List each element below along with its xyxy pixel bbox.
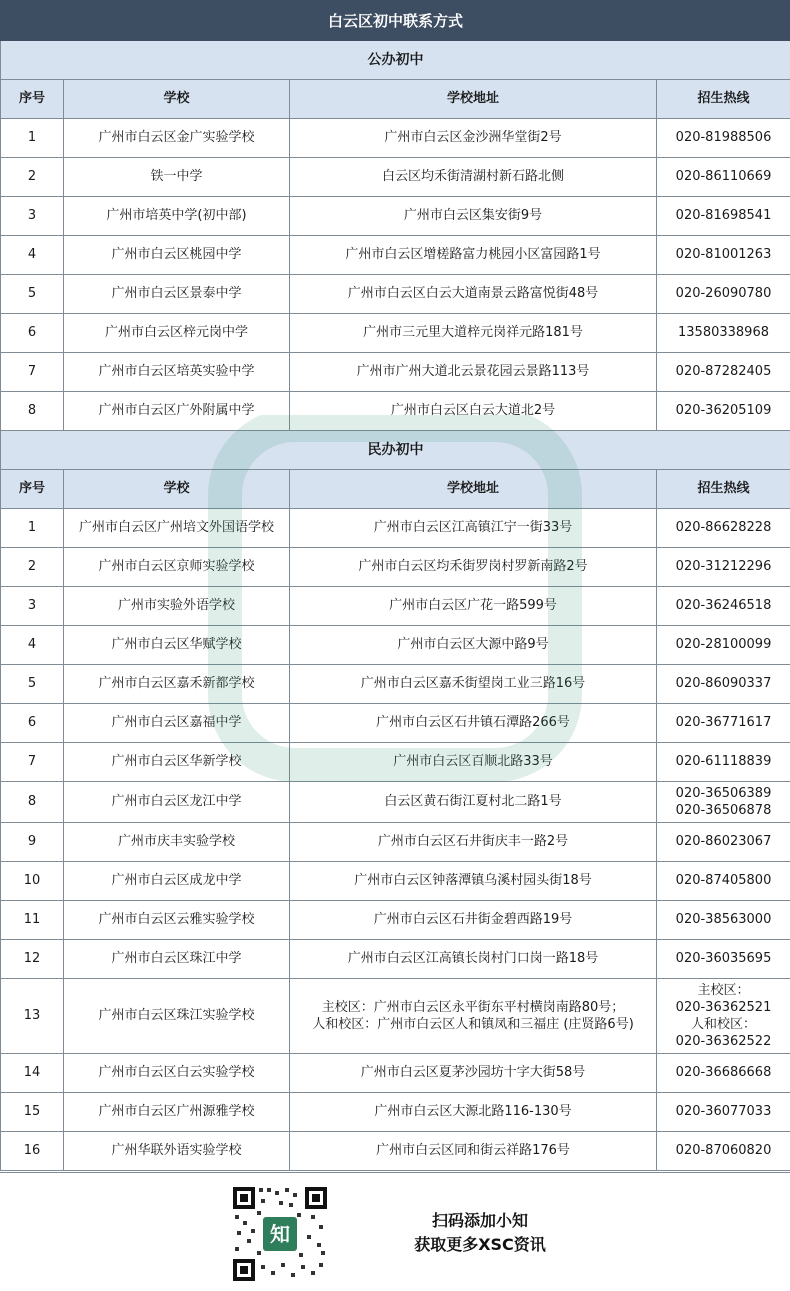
table-row [1, 743, 790, 782]
table-row [1, 158, 790, 197]
section-title: 公办初中 [1, 41, 790, 80]
cell-address: 广州市白云区同和街云祥路176号 [290, 1132, 657, 1171]
table-row [1, 1093, 790, 1132]
cell-hotline: 020-61118839 [657, 743, 790, 782]
cell-index: 4 [1, 236, 64, 275]
cell-school: 广州市白云区广州培文外国语学校 [64, 509, 290, 548]
cell-hotline: 020-38563000 [657, 901, 790, 940]
cell-index: 1 [1, 509, 64, 548]
cell-school: 广州市实验外语学校 [64, 587, 290, 626]
header-hotline: 招生热线 [657, 470, 790, 509]
cell-address: 广州市白云区增槎路富力桃园小区富园路1号 [290, 236, 657, 275]
cell-school: 广州市白云区白云实验学校 [64, 1054, 290, 1093]
header-school: 学校 [64, 470, 290, 509]
cell-address: 广州市白云区均禾街罗岗村罗新南路2号 [290, 548, 657, 587]
table-row [1, 587, 790, 626]
cell-address: 广州市白云区大源中路9号 [290, 626, 657, 665]
table-row [1, 901, 790, 940]
cell-address: 广州市白云区白云大道北2号 [290, 392, 657, 431]
cell-index: 8 [1, 782, 64, 823]
cell-school: 广州市白云区珠江实验学校 [64, 979, 290, 1054]
table-row [1, 862, 790, 901]
cell-hotline: 020-81698541 [657, 197, 790, 236]
cell-school: 广州市白云区广外附属中学 [64, 392, 290, 431]
cell-index: 14 [1, 1054, 64, 1093]
cell-school: 广州市白云区金广实验学校 [64, 119, 290, 158]
cell-address: 白云区黄石街江夏村北二路1号 [290, 782, 657, 823]
header-index: 序号 [1, 80, 64, 119]
cell-school: 广州市白云区华新学校 [64, 743, 290, 782]
cell-hotline: 020-36686668 [657, 1054, 790, 1093]
cell-hotline: 020-81988506 [657, 119, 790, 158]
cell-address: 广州市白云区江高镇长岗村门口岗一路18号 [290, 940, 657, 979]
cell-hotline: 020-86110669 [657, 158, 790, 197]
cell-school: 广州华联外语实验学校 [64, 1132, 290, 1171]
cell-hotline: 020-36506389 020-36506878 [657, 782, 790, 823]
cell-index: 10 [1, 862, 64, 901]
table-row [1, 823, 790, 862]
header-index: 序号 [1, 470, 64, 509]
table-row [1, 548, 790, 587]
table-row [1, 353, 790, 392]
table-row [1, 940, 790, 979]
cell-school: 广州市白云区嘉禾新都学校 [64, 665, 290, 704]
cell-hotline: 020-87405800 [657, 862, 790, 901]
cell-address: 广州市广州大道北云景花园云景路113号 [290, 353, 657, 392]
cell-school: 广州市白云区桃园中学 [64, 236, 290, 275]
cell-school: 广州市白云区景泰中学 [64, 275, 290, 314]
table-header-row [1, 80, 790, 119]
cell-school: 广州市培英中学(初中部) [64, 197, 290, 236]
table-row [1, 197, 790, 236]
cell-address: 广州市三元里大道梓元岗祥元路181号 [290, 314, 657, 353]
table-row [1, 1054, 790, 1093]
footer [0, 1172, 790, 1291]
cell-index: 4 [1, 626, 64, 665]
cell-hotline: 020-31212296 [657, 548, 790, 587]
cell-address: 广州市白云区大源北路116-130号 [290, 1093, 657, 1132]
cell-hotline: 020-81001263 [657, 236, 790, 275]
section-row [1, 41, 790, 80]
cell-hotline: 020-36246518 [657, 587, 790, 626]
cell-address: 白云区均禾街清湖村新石路北侧 [290, 158, 657, 197]
cell-address: 广州市白云区钟落潭镇乌溪村园头街18号 [290, 862, 657, 901]
title-row [1, 1, 790, 41]
cell-index: 2 [1, 548, 64, 587]
cell-school: 广州市白云区华赋学校 [64, 626, 290, 665]
cell-hotline: 020-86023067 [657, 823, 790, 862]
header-hotline: 招生热线 [657, 80, 790, 119]
cell-school: 广州市白云区成龙中学 [64, 862, 290, 901]
cell-address: 广州市白云区夏茅沙园坊十字大街58号 [290, 1054, 657, 1093]
promo-line-2: 获取更多XSC资讯 [360, 1233, 600, 1257]
cell-address: 广州市白云区江高镇江宁一街33号 [290, 509, 657, 548]
cell-index: 15 [1, 1093, 64, 1132]
cell-school: 铁一中学 [64, 158, 290, 197]
cell-hotline: 020-26090780 [657, 275, 790, 314]
cell-address: 广州市白云区嘉禾街望岗工业三路16号 [290, 665, 657, 704]
cell-index: 6 [1, 704, 64, 743]
cell-school: 广州市白云区龙江中学 [64, 782, 290, 823]
section-title: 民办初中 [1, 431, 790, 470]
header-address: 学校地址 [290, 80, 657, 119]
cell-school: 广州市白云区嘉福中学 [64, 704, 290, 743]
cell-index: 16 [1, 1132, 64, 1171]
cell-hotline: 020-36077033 [657, 1093, 790, 1132]
table-row [1, 1132, 790, 1171]
table-row [1, 236, 790, 275]
table-row [1, 275, 790, 314]
cell-index: 3 [1, 587, 64, 626]
cell-hotline: 020-87282405 [657, 353, 790, 392]
cell-index: 8 [1, 392, 64, 431]
header-school: 学校 [64, 80, 290, 119]
cell-index: 12 [1, 940, 64, 979]
cell-index: 11 [1, 901, 64, 940]
cell-school: 广州市庆丰实验学校 [64, 823, 290, 862]
cell-address: 广州市白云区白云大道南景云路富悦街48号 [290, 275, 657, 314]
cell-hotline: 主校区： 020-36362521 人和校区： 020-36362522 [657, 979, 790, 1054]
cell-address: 广州市白云区石井街金碧西路19号 [290, 901, 657, 940]
cell-address: 广州市白云区集安街9号 [290, 197, 657, 236]
cell-index: 9 [1, 823, 64, 862]
table-row [1, 509, 790, 548]
cell-index: 13 [1, 979, 64, 1054]
table-row [1, 392, 790, 431]
cell-index: 7 [1, 743, 64, 782]
table-row [1, 704, 790, 743]
cell-hotline: 020-86090337 [657, 665, 790, 704]
promo-line-1: 扫码添加小知 [360, 1209, 600, 1233]
cell-hotline: 020-87060820 [657, 1132, 790, 1171]
cell-school: 广州市白云区京师实验学校 [64, 548, 290, 587]
cell-hotline: 13580338968 [657, 314, 790, 353]
cell-index: 3 [1, 197, 64, 236]
cell-address: 广州市白云区广花一路599号 [290, 587, 657, 626]
table-row [1, 665, 790, 704]
table-row [1, 626, 790, 665]
cell-hotline: 020-36205109 [657, 392, 790, 431]
cell-address: 广州市白云区石井镇石潭路266号 [290, 704, 657, 743]
cell-hotline: 020-36035695 [657, 940, 790, 979]
table-header-row [1, 470, 790, 509]
cell-address: 广州市白云区石井街庆丰一路2号 [290, 823, 657, 862]
cell-index: 6 [1, 314, 64, 353]
page-title: 白云区初中联系方式 [1, 1, 790, 41]
cell-address: 广州市白云区百顺北路33号 [290, 743, 657, 782]
promo-text [360, 1209, 600, 1257]
cell-index: 7 [1, 353, 64, 392]
header-address: 学校地址 [290, 470, 657, 509]
cell-school: 广州市白云区广州源雅学校 [64, 1093, 290, 1132]
qr-center-logo: 知 [263, 1217, 297, 1251]
cell-address: 主校区：广州市白云区永平街东平村横岗南路80号； 人和校区：广州市白云区人和镇凤和三福庄 (庄贤路6号) [290, 979, 657, 1054]
cell-school: 广州市白云区珠江中学 [64, 940, 290, 979]
table-row [1, 314, 790, 353]
cell-index: 5 [1, 275, 64, 314]
table-row [1, 979, 790, 1054]
cell-hotline: 020-86628228 [657, 509, 790, 548]
section-row [1, 431, 790, 470]
cell-index: 2 [1, 158, 64, 197]
cell-index: 1 [1, 119, 64, 158]
cell-school: 广州市白云区培英实验中学 [64, 353, 290, 392]
cell-school: 广州市白云区云雅实验学校 [64, 901, 290, 940]
table-row [1, 782, 790, 823]
table-body [1, 1, 790, 1171]
table-row [1, 119, 790, 158]
cell-hotline: 020-36771617 [657, 704, 790, 743]
cell-address: 广州市白云区金沙洲华堂街2号 [290, 119, 657, 158]
cell-index: 5 [1, 665, 64, 704]
cell-school: 广州市白云区梓元岗中学 [64, 314, 290, 353]
cell-hotline: 020-28100099 [657, 626, 790, 665]
